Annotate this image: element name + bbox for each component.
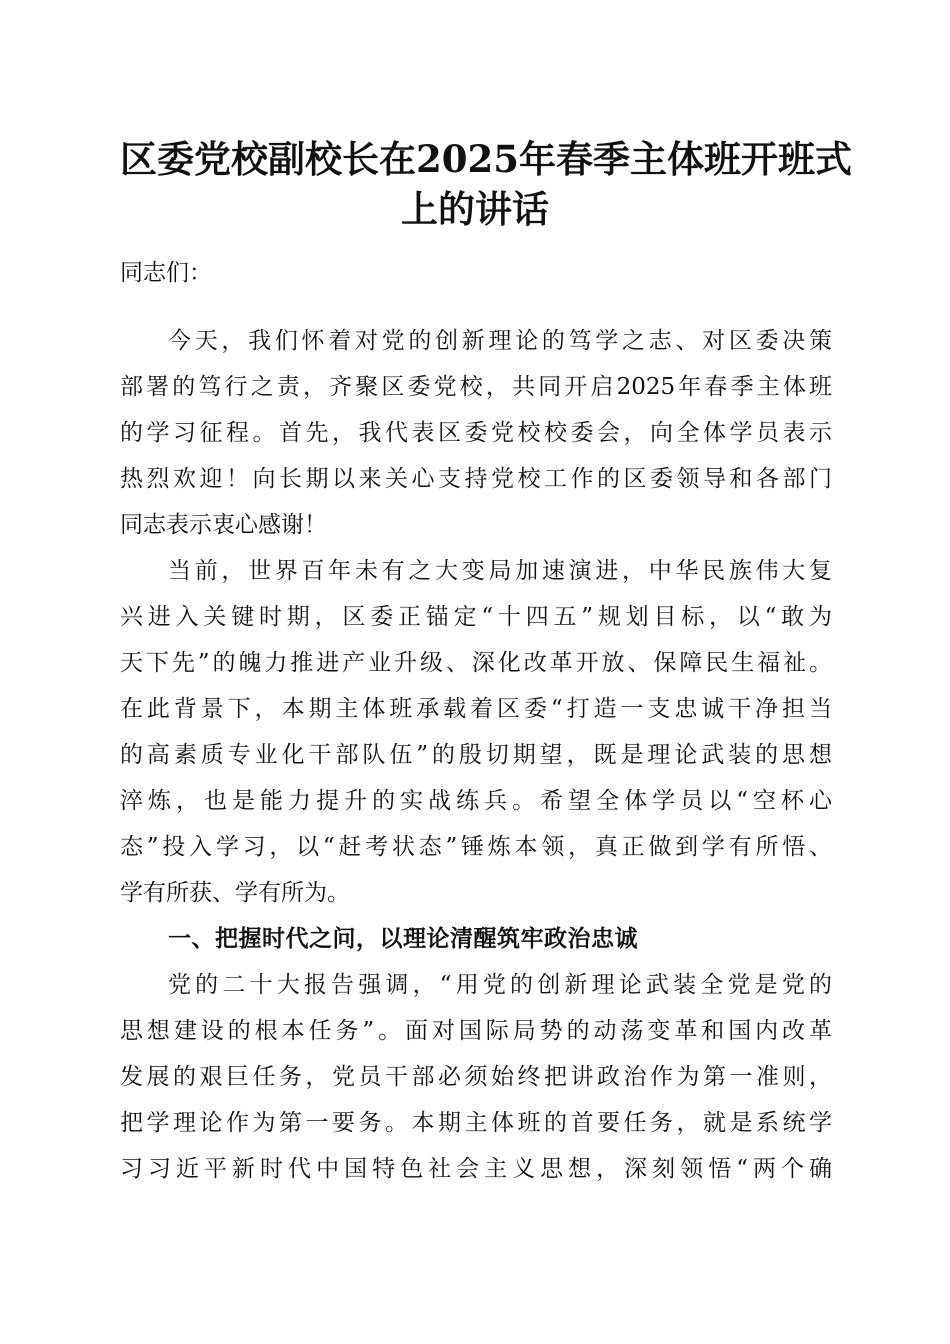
paragraph-line: 习习近平新时代中国特色社会主义思想，深刻领悟“两个确 [120, 1156, 832, 1182]
paragraph-line: 的高素质专业化干部队伍”的殷切期望，既是理论武装的思想 [120, 742, 832, 768]
paragraph-line: 天下先”的魄力推进产业升级、深化改革开放、保障民生福祉。 [120, 650, 832, 676]
paragraph-line: 态”投入学习，以“赶考状态”锤炼本领，真正做到学有所悟、 [120, 834, 832, 860]
paragraph-line: 兴进入关键时期，区委正锚定“十四五”规划目标，以“敢为 [120, 604, 832, 630]
paragraph-line: 淬炼，也是能力提升的实战练兵。希望全体学员以“空杯心 [120, 788, 832, 814]
document-title-line-1: 区委党校副校长在2025年春季主体班开班式 [120, 137, 852, 181]
document-title-line-2: 上的讲话 [401, 187, 549, 231]
salutation: 同志们： [120, 260, 212, 286]
paragraph-line: 党的二十大报告强调，“用党的创新理论武装全党是党的 [168, 972, 832, 998]
paragraph-line: 思想建设的根本任务”。面对国际局势的动荡变革和国内改革 [120, 1018, 832, 1044]
paragraph-line: 今天，我们怀着对党的创新理论的笃学之志、对区委决策 [168, 328, 832, 354]
paragraph-line: 学有所获、学有所为。 [120, 880, 350, 906]
paragraph-line: 发展的艰巨任务，党员干部必须始终把讲政治作为第一准则， [120, 1064, 832, 1090]
paragraph-line: 的学习征程。首先，我代表区委党校校委会，向全体学员表示 [120, 420, 832, 446]
section-heading: 一、把握时代之问，以理论清醒筑牢政治忠诚 [168, 926, 638, 952]
paragraph-line: 部署的笃行之责，齐聚区委党校，共同开启2025年春季主体班 [120, 374, 832, 400]
paragraph-line: 当前，世界百年未有之大变局加速演进，中华民族伟大复 [168, 558, 832, 584]
paragraph-line: 同志表示衷心感谢！ [120, 512, 327, 538]
paragraph-line: 热烈欢迎！向长期以来关心支持党校工作的区委领导和各部门 [120, 466, 832, 492]
paragraph-line: 在此背景下，本期主体班承载着区委“打造一支忠诚干净担当 [120, 696, 832, 722]
paragraph-line: 把学理论作为第一要务。本期主体班的首要任务，就是系统学 [120, 1110, 832, 1136]
